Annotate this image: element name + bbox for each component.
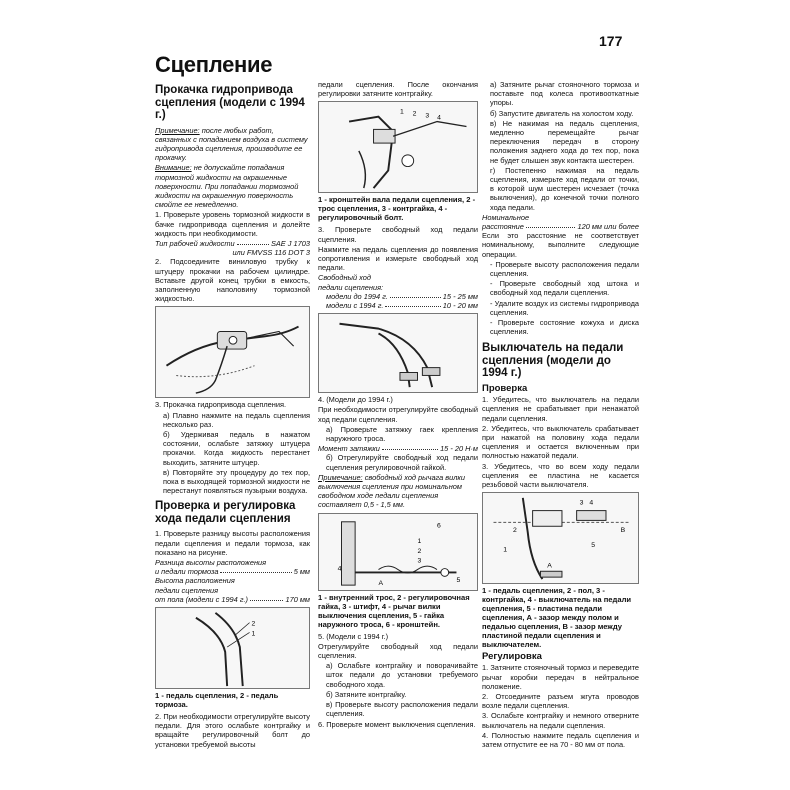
check-g: г) Постепенно нажимая на педаль сцепления, измерьте ход педали от точки, в которой шум шестерен исчезает (точка выключения), до конечной точки полного хода педали. [490, 165, 639, 212]
warning-label: Внимание: [155, 163, 192, 173]
step-4-intro: При необходимости отрегулируйте свободный ход педали сцепления. [318, 405, 478, 424]
diff-value: 5 мм [293, 567, 310, 577]
figure-caption: 1 - педаль сцепления, 2 - педаль тормоза. [155, 691, 279, 710]
bullet-2: - Проверьте свободный ход штока и свободный ход педали сцепления. [490, 279, 639, 298]
page-title: Сцепление [155, 52, 273, 77]
step-5-intro: Отрегулируйте свободный ход педали сцепления. [318, 641, 478, 661]
free-play-model-2: модели с 1994 г. [326, 301, 384, 311]
fig-label: A [378, 579, 384, 587]
heading-check: Проверка [482, 382, 528, 394]
fig-label: 5 [591, 542, 596, 550]
figure-release-fork-drawing [319, 514, 477, 590]
figure-bleeding [155, 306, 310, 398]
note-text: свободный ход рычага вилки выключения сцепления при номинальном свободном ходе педали сцепления составляет [318, 472, 466, 510]
adjust-step-2: 2. При необходимости отрегулируйте высоту педали. Для этого ослабьте контргайку и вращайте регулировочный болт до установки требуемой высоты [155, 712, 310, 749]
free-play-value-2: 10 - 20 мм [442, 301, 478, 311]
step-2: 2. Подсоедините виниловую трубку к штуцеру прокачки на рабочем цилиндре. Вставьте другой конец трубки в емкость, заполненную наполовину тормозной жидкостью. [155, 257, 310, 304]
figure-release-fork [318, 513, 478, 591]
nominal-value: 120 мм или более [577, 222, 639, 232]
diff-label-2: и педали тормоза [155, 567, 219, 577]
check-a: а) Затяните рычаг стояночного тормоза и поставьте под колеса противооткатные упоры. [490, 80, 639, 108]
fig-label: 2 [251, 620, 256, 628]
fig-label: 2 [417, 547, 422, 555]
note-bleeding [155, 126, 310, 163]
step-3a: а) Плавно нажмите на педаль сцепления несколько раз. [163, 410, 310, 429]
free-play-label-2: педали сцепления: [318, 282, 384, 292]
fig-label: 1 [417, 537, 422, 545]
heading-bleeding: Прокачка гидропривода сцепления (модели с 1994 г.) [155, 84, 305, 121]
fig-label: 4 [589, 499, 594, 507]
free-play-label: Свободный ход [318, 273, 371, 283]
fig-label: 1 [503, 546, 508, 554]
free-play-row-2 [318, 301, 478, 310]
diff-row [155, 567, 310, 576]
heading-adjust: Проверка и регулировка хода педали сцепления [155, 500, 296, 525]
fluid-spec [155, 239, 310, 248]
figure-caption: 1 - педаль сцепления, 2 - пол, 3 - контргайка, 4 - выключатель на педали сцепления, 5 - пластина педали сцепления, А - зазор между полом и педалью сцепления, В - зазор между пластиной педали сцепления и выключателем. [482, 586, 632, 650]
step-4a: а) Проверьте затяжку гаек крепления наружного троса. [326, 424, 478, 444]
torque-row [318, 444, 478, 453]
adjust-4: 4. Полностью нажмите педаль сцепления и затем отпустите ее на 70 - 80 мм от пола. [482, 730, 639, 750]
fig-label: 3 [417, 557, 422, 565]
text-continued: педали сцепления. После окончания регулировки затяните контргайку. [318, 80, 478, 99]
step-6: 6. Проверьте момент выключения сцепления. [318, 719, 476, 729]
note-text: после любых работ, связанных с попаданием воздуха в систему гидропривода сцепления, производите ее прокачку. [155, 125, 308, 163]
torque-value: 15 - 20 Н·м [440, 444, 478, 454]
fig-label: B [620, 527, 626, 535]
figure-pedal-bracket-drawing [319, 102, 477, 192]
fig-label: A [547, 562, 552, 570]
adjust-step-1: 1. Проверьте разницу высоты расположения педали сцепления и педали тормоза, как показано на рисунке. [155, 529, 310, 557]
nominal-row [482, 222, 639, 231]
column-middle [318, 80, 478, 730]
check-v: в) Не нажимая на педаль сцепления, медленно перемещайте рычаг переключения передач в сторону положения заднего хода до тех пор, пока не будет слышен звук контакта шестерен. [490, 118, 639, 165]
nominal-label-2: расстояние [482, 222, 524, 232]
fig-label: 3 [425, 113, 430, 121]
bullet-3: - Удалите воздух из системы гидропривода сцепления. [490, 298, 639, 317]
fig-label: 1 [399, 109, 404, 117]
switch-check-2: 2. Убедитесь, что выключатель срабатывает при нажатой на половину хода педали сцепления и остается включенным при полностью нажатой педали. [482, 423, 639, 461]
figure-pedal-bracket [318, 101, 478, 193]
heading-adjustment: Регулировка [482, 651, 542, 663]
height-label-2: педали сцепления [155, 585, 219, 595]
step-5b: б) Затяните контргайку. [326, 689, 407, 699]
step-5c: в) Проверьте высоту расположения педали сцепления. [326, 700, 478, 719]
step-1: 1. Проверьте уровень тормозной жидкости в бачке гидропривода сцепления и долейте жидкость при необходимости. [155, 210, 310, 238]
note-label: Примечание: [318, 472, 363, 482]
figure-switch [482, 492, 639, 584]
adjust-3: 3. Ослабьте контргайку и немного отверните выключатель на педали сцепления. [482, 711, 639, 730]
adjust-1: 1. Затяните стояночный тормоз и переведите рычаг коробки передач в нейтральное положение. [482, 663, 639, 691]
step-3: 3. Проверьте свободный ход педали сцепления. [318, 225, 478, 244]
height-label-3: от пола (модели с 1994 г.) [155, 594, 248, 604]
step-3b: б) Удерживая педаль в нажатом состоянии, ослабьте затяжку штуцера прокачки. Когда жидкость перестанет выходить, затяните штуцер. [163, 429, 310, 467]
height-row [155, 595, 310, 604]
height-value: 170 мм [285, 594, 310, 604]
step-5a: а) Ослабьте контргайку и поворачивайте шток педали до установки требуемого свободного хода. [326, 661, 478, 689]
step-4b: б) Отрегулируйте свободный ход педали сцепления регулировочной гайкой. [326, 453, 478, 472]
fig-label: 2 [513, 527, 517, 535]
note-label: Примечание: [155, 125, 200, 135]
torque-label: Момент затяжки [318, 444, 380, 454]
nominal-text: Если это расстояние не соответствует номинальному, выполните следующие операции. [482, 231, 639, 259]
fluid-spec-value-2: или FMVSS 116 DOT 3 [232, 248, 310, 258]
warning-text: не допускайте попадания тормозной жидкости на окрашенные поверхности. При попадании тормозной жидкости на окрашенную поверхность смойте ее немедленно. [155, 163, 299, 210]
free-play-model-1: модели до 1994 г. [326, 291, 388, 301]
step-4: 4. (Модели до 1994 г.) [318, 395, 393, 405]
column-right [482, 80, 639, 750]
bullet-1: - Проверьте высоту расположения педали сцепления. [490, 259, 639, 279]
figure-pedal-height [155, 607, 310, 689]
step-3: 3. Прокачка гидропривода сцепления. [155, 400, 287, 410]
page-number: 177 [599, 33, 623, 49]
fig-label: 1 [251, 630, 256, 638]
switch-check-3: 3. Убедитесь, что во всем ходу педали сцепления ее пластина не касается резьбовой части выключателя. [482, 461, 639, 490]
figure-switch-drawing [483, 493, 638, 583]
figure-pedal-height-drawing [156, 608, 309, 688]
fig-label: 4 [437, 115, 441, 123]
free-play-value-1: 15 - 25 мм [442, 291, 478, 301]
warning [155, 163, 310, 209]
height-label: Высота расположения [155, 576, 235, 586]
step-5: 5. (Модели с 1994 г.) [318, 631, 389, 641]
figure-caption: 1 - внутренний трос, 2 - регулировочная гайка, 3 - штифт, 4 - рычаг вилки выключения сцепления, 5 - гайка наружного троса, 6 - кронштейн. [318, 592, 470, 629]
step-3-detail: Нажмите на педаль сцепления до появления сопротивления и измерьте свободный ход педали. [318, 244, 478, 273]
nominal-label: Номинальное [482, 212, 530, 222]
fig-label: 6 [436, 522, 441, 530]
diff-label: Разница высоты расположения [155, 558, 267, 567]
note-free-play [318, 473, 478, 510]
bullet-4: - Проверьте состояние кожуха и диска сцепления. [490, 318, 639, 337]
free-play-row-1 [318, 292, 478, 301]
switch-check-1: 1. Убедитесь, что выключатель на педали сцепления не срабатывает при ненажатой педали сцепления. [482, 395, 639, 423]
fig-label: 5 [456, 576, 461, 584]
heading-switch: Выключатель на педали сцепления (модели до 1994 г.) [482, 342, 624, 380]
adjust-2: 2. Отсоедините разъем жгута проводов возле педали сцепления. [482, 692, 639, 711]
figure-pedals-drawing [319, 314, 477, 392]
fig-label: 2 [412, 111, 417, 119]
figure-bleeding-drawing [156, 307, 309, 397]
fig-label: 3 [579, 499, 584, 507]
fluid-spec-value: SAE J 1703 [270, 238, 310, 248]
column-left [155, 82, 310, 750]
step-3c: в) Повторяйте эту процедуру до тех пор, пока в выходящей тормозной жидкости не перестанут появляться пузырьки воздуха. [163, 467, 310, 496]
figure-pedals [318, 313, 478, 393]
fluid-spec-label: Тип рабочей жидкости [155, 238, 235, 248]
figure-caption: 1 - кронштейн вала педали сцепления, 2 - трос сцепления, 3 - контргайка, 4 - регулировочный болт. [318, 195, 476, 223]
check-b: б) Запустите двигатель на холостом ходу. [490, 108, 634, 118]
note-value: 0,5 - 1,5 мм. [363, 500, 406, 510]
fig-label: 4 [337, 565, 342, 573]
